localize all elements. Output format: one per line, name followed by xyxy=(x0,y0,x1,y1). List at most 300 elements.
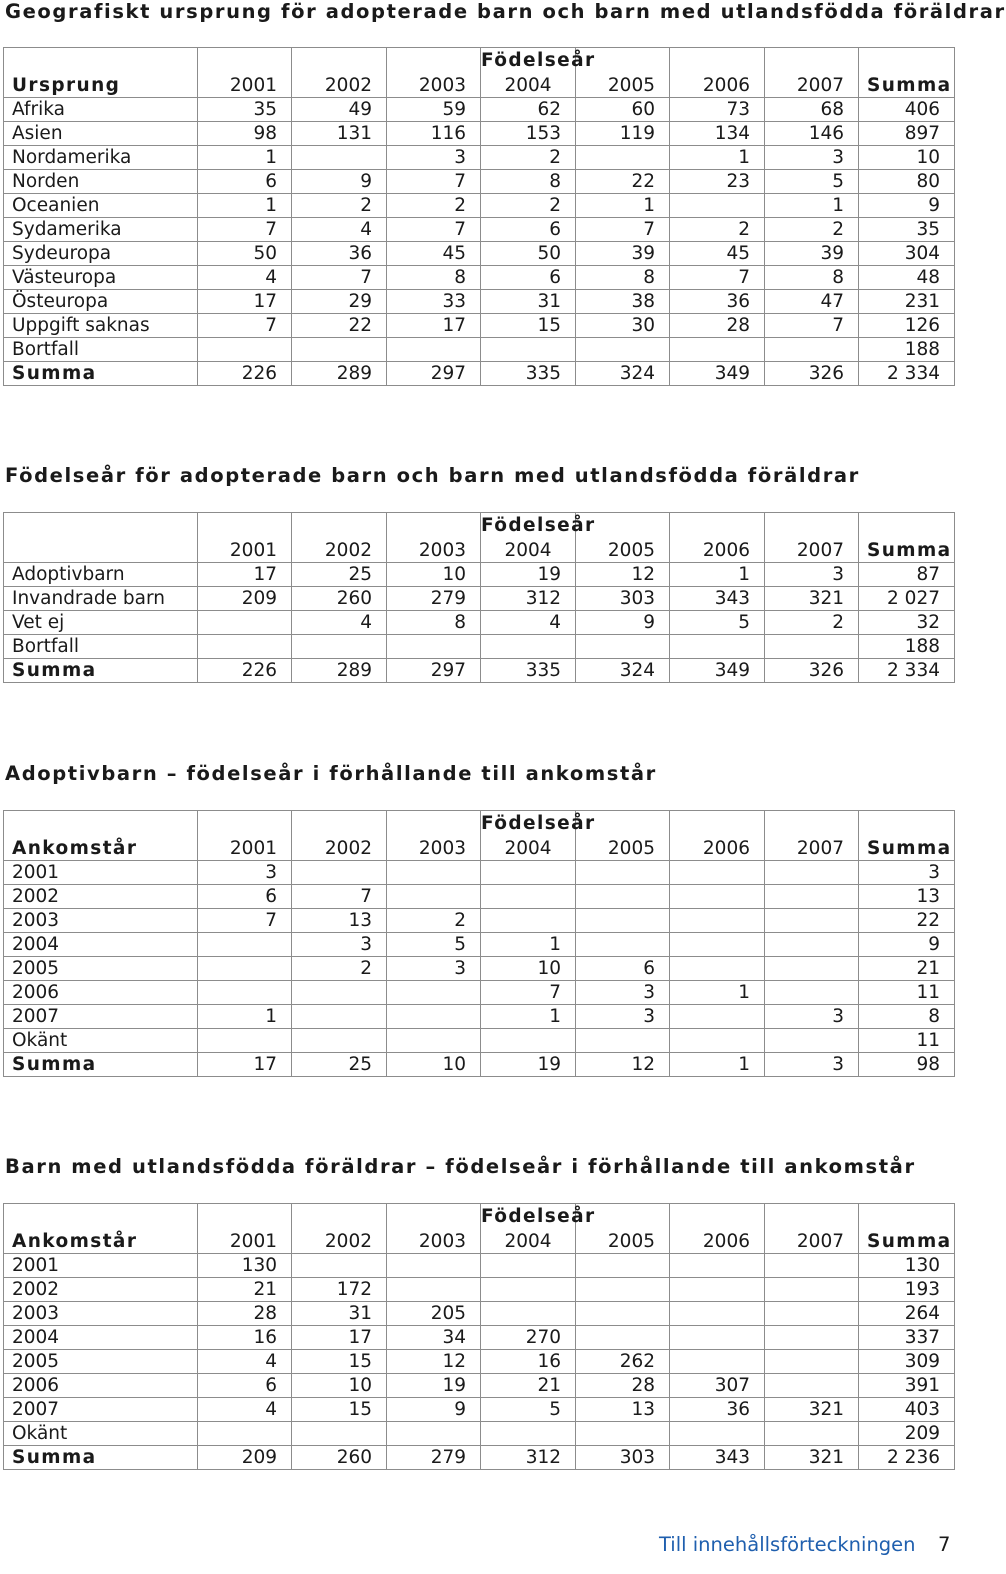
header-cell xyxy=(765,1204,859,1231)
row-label: Uppgift saknas xyxy=(4,314,198,338)
total-cell: 349 xyxy=(670,659,765,683)
table-cell: 1 xyxy=(576,194,670,218)
column-header: 2004 xyxy=(481,1230,576,1254)
table-cell: 3 xyxy=(765,563,859,587)
table-cell: 6 xyxy=(198,1374,292,1398)
table-cell xyxy=(576,933,670,957)
column-header: 2002 xyxy=(292,539,387,563)
table-cell: 28 xyxy=(198,1302,292,1326)
row-label: Norden xyxy=(4,170,198,194)
column-header: 2004 xyxy=(481,837,576,861)
column-header: 2006 xyxy=(670,1230,765,1254)
table-row xyxy=(4,611,955,635)
total-cell: 2 236 xyxy=(859,1446,955,1470)
table-cell: 16 xyxy=(481,1350,576,1374)
column-header: 2006 xyxy=(670,837,765,861)
table-cell: 5 xyxy=(387,933,481,957)
table-cell: 4 xyxy=(292,611,387,635)
table-cell: 1 xyxy=(670,563,765,587)
table-cell: 87 xyxy=(859,563,955,587)
table-cell: 337 xyxy=(859,1326,955,1350)
total-cell: 12 xyxy=(576,1053,670,1077)
table-cell: 262 xyxy=(576,1350,670,1374)
table-row xyxy=(4,242,955,266)
table-cell: 2 xyxy=(292,194,387,218)
table-cell xyxy=(481,885,576,909)
table-cell: 6 xyxy=(481,218,576,242)
table-cell: 7 xyxy=(387,218,481,242)
total-label: Summa xyxy=(4,1446,198,1470)
table-cell: 7 xyxy=(292,885,387,909)
table-cell: 3 xyxy=(576,981,670,1005)
table-cell xyxy=(292,146,387,170)
table-cell: 153 xyxy=(481,122,576,146)
total-row xyxy=(4,659,955,683)
table-cell xyxy=(670,1326,765,1350)
table-row xyxy=(4,194,955,218)
table-cell: 32 xyxy=(859,611,955,635)
row-label: Bortfall xyxy=(4,338,198,362)
table-cell: 270 xyxy=(481,1326,576,1350)
table-cell: 13 xyxy=(292,909,387,933)
table-cell: 2 xyxy=(765,611,859,635)
table-cell xyxy=(576,1254,670,1278)
total-cell: 297 xyxy=(387,362,481,386)
total-row xyxy=(4,362,955,386)
table-cell: 304 xyxy=(859,242,955,266)
table-cell: 9 xyxy=(292,170,387,194)
header-cell xyxy=(859,513,955,540)
column-header: Summa xyxy=(859,539,955,563)
table-row xyxy=(4,957,955,981)
table-cell: 312 xyxy=(481,587,576,611)
table-cell xyxy=(670,1278,765,1302)
table-cell: 73 xyxy=(670,98,765,122)
table-cell xyxy=(576,885,670,909)
table-cell xyxy=(765,885,859,909)
table-cell xyxy=(198,611,292,635)
table-cell: 4 xyxy=(481,611,576,635)
header-cell xyxy=(859,811,955,838)
table-cell: 38 xyxy=(576,290,670,314)
table-cell: 309 xyxy=(859,1350,955,1374)
total-cell: 260 xyxy=(292,1446,387,1470)
table-cell: 321 xyxy=(765,1398,859,1422)
table-cell: 209 xyxy=(198,587,292,611)
table-cell xyxy=(198,981,292,1005)
table-cell xyxy=(481,1278,576,1302)
header-cell xyxy=(859,48,955,75)
table-cell: 134 xyxy=(670,122,765,146)
table-cell xyxy=(198,957,292,981)
header-cell xyxy=(198,48,292,75)
table-row xyxy=(4,338,955,362)
table-cell xyxy=(576,909,670,933)
table-cell xyxy=(670,909,765,933)
table-cell xyxy=(198,635,292,659)
table-row xyxy=(4,122,955,146)
header-cell xyxy=(387,1204,481,1231)
table-cell xyxy=(576,1302,670,1326)
table-cell: 35 xyxy=(198,98,292,122)
table-row xyxy=(4,1326,955,1350)
table-cell xyxy=(387,1005,481,1029)
row-label: 2005 xyxy=(4,957,198,981)
total-row xyxy=(4,1053,955,1077)
table-cell xyxy=(387,885,481,909)
table-cell: 15 xyxy=(292,1398,387,1422)
total-label: Summa xyxy=(4,362,198,386)
table-cell: 7 xyxy=(198,314,292,338)
table-cell xyxy=(292,1254,387,1278)
table-row xyxy=(4,170,955,194)
column-header: 2001 xyxy=(198,837,292,861)
row-label: 2002 xyxy=(4,1278,198,1302)
row-label: 2001 xyxy=(4,861,198,885)
table-cell: 260 xyxy=(292,587,387,611)
table-cell: 15 xyxy=(292,1350,387,1374)
table-cell: 8 xyxy=(481,170,576,194)
table-cell: 3 xyxy=(765,146,859,170)
total-cell: 289 xyxy=(292,659,387,683)
table-cell: 50 xyxy=(198,242,292,266)
table-cell: 303 xyxy=(576,587,670,611)
header-cell xyxy=(387,48,481,75)
table-cell xyxy=(292,338,387,362)
row-label: Sydeuropa xyxy=(4,242,198,266)
table-cell xyxy=(387,861,481,885)
row-label: Asien xyxy=(4,122,198,146)
table-cell: 7 xyxy=(198,909,292,933)
row-header-label xyxy=(4,539,198,563)
table-cell: 126 xyxy=(859,314,955,338)
table-cell xyxy=(670,933,765,957)
table-cell xyxy=(198,1029,292,1053)
table-cell xyxy=(481,1254,576,1278)
total-cell: 326 xyxy=(765,362,859,386)
table-cell xyxy=(481,909,576,933)
column-header: 2003 xyxy=(387,837,481,861)
table-cell xyxy=(387,635,481,659)
table-cell xyxy=(481,861,576,885)
table-cell: 45 xyxy=(670,242,765,266)
table-cell xyxy=(765,1350,859,1374)
table-cell xyxy=(576,1278,670,1302)
table-cell: 31 xyxy=(481,290,576,314)
row-label: 2002 xyxy=(4,885,198,909)
table-cell xyxy=(576,1326,670,1350)
table-cell: 403 xyxy=(859,1398,955,1422)
total-label: Summa xyxy=(4,659,198,683)
header-cell xyxy=(387,513,481,540)
column-header: Summa xyxy=(859,74,955,98)
table-cell: 7 xyxy=(387,170,481,194)
table-cell: 7 xyxy=(292,266,387,290)
table-row xyxy=(4,290,955,314)
table-cell: 209 xyxy=(859,1422,955,1446)
table-title: Adoptivbarn – födelseår i förhållande till ankomstår xyxy=(5,762,657,785)
total-cell: 279 xyxy=(387,1446,481,1470)
table-title: Geografiskt ursprung för adopterade barn och barn med utlandsfödda föräldrar xyxy=(5,0,1006,23)
row-label: Okänt xyxy=(4,1422,198,1446)
header-row-birth-year xyxy=(4,48,955,75)
table-cell xyxy=(765,1302,859,1326)
table-row xyxy=(4,1398,955,1422)
table-row xyxy=(4,218,955,242)
table-cell: 17 xyxy=(198,563,292,587)
table-cell: 17 xyxy=(292,1326,387,1350)
table-cell: 1 xyxy=(765,194,859,218)
header-cell xyxy=(4,513,198,540)
table-cell xyxy=(387,338,481,362)
header-cell xyxy=(670,48,765,75)
column-header: 2007 xyxy=(765,837,859,861)
birth-year-table xyxy=(3,512,955,683)
table-cell xyxy=(387,1422,481,1446)
table-cell: 28 xyxy=(576,1374,670,1398)
table-cell: 13 xyxy=(859,885,955,909)
table-cell xyxy=(198,1422,292,1446)
header-cell xyxy=(198,1204,292,1231)
table-cell xyxy=(670,1422,765,1446)
table-cell: 3 xyxy=(387,957,481,981)
table-cell xyxy=(765,1422,859,1446)
table-cell: 2 027 xyxy=(859,587,955,611)
table-cell: 1 xyxy=(198,1005,292,1029)
table-cell: 8 xyxy=(387,611,481,635)
header-cell xyxy=(670,811,765,838)
header-cell xyxy=(765,48,859,75)
table-cell: 8 xyxy=(859,1005,955,1029)
row-label: 2003 xyxy=(4,1302,198,1326)
table-row xyxy=(4,1278,955,1302)
header-cell xyxy=(859,1204,955,1231)
table-cell xyxy=(670,1029,765,1053)
total-cell: 209 xyxy=(198,1446,292,1470)
table-cell: 23 xyxy=(670,170,765,194)
header-row-birth-year xyxy=(4,811,955,838)
table-cell: 116 xyxy=(387,122,481,146)
total-cell: 321 xyxy=(765,1446,859,1470)
row-header-label: Ankomstår xyxy=(4,1230,198,1254)
row-label: Sydamerika xyxy=(4,218,198,242)
total-cell: 326 xyxy=(765,659,859,683)
total-cell: 98 xyxy=(859,1053,955,1077)
row-label: 2003 xyxy=(4,909,198,933)
table-cell xyxy=(292,635,387,659)
table-cell: 22 xyxy=(292,314,387,338)
table-row xyxy=(4,885,955,909)
column-header: 2006 xyxy=(670,539,765,563)
table-cell: 1 xyxy=(481,933,576,957)
table-cell xyxy=(576,338,670,362)
header-cell xyxy=(292,811,387,838)
table-cell: 9 xyxy=(387,1398,481,1422)
column-header: Summa xyxy=(859,837,955,861)
column-header: 2001 xyxy=(198,74,292,98)
table-cell: 4 xyxy=(292,218,387,242)
table-row xyxy=(4,266,955,290)
birth-year-label: Födelseår xyxy=(481,811,576,838)
origin-table xyxy=(3,47,955,386)
table-cell: 343 xyxy=(670,587,765,611)
table-cell: 5 xyxy=(765,170,859,194)
table-cell: 47 xyxy=(765,290,859,314)
table-row xyxy=(4,981,955,1005)
table-cell: 45 xyxy=(387,242,481,266)
column-header: 2007 xyxy=(765,539,859,563)
table-cell: 7 xyxy=(765,314,859,338)
table-cell: 264 xyxy=(859,1302,955,1326)
header-cell xyxy=(387,811,481,838)
table-cell xyxy=(670,1254,765,1278)
table-cell: 7 xyxy=(670,266,765,290)
table-cell xyxy=(765,635,859,659)
column-header: 2005 xyxy=(576,539,670,563)
total-cell: 1 xyxy=(670,1053,765,1077)
table-cell: 8 xyxy=(576,266,670,290)
header-cell xyxy=(292,1204,387,1231)
table-cell: 130 xyxy=(198,1254,292,1278)
header-row-years xyxy=(4,74,955,98)
table-cell xyxy=(481,1422,576,1446)
table-row xyxy=(4,1005,955,1029)
table-cell: 406 xyxy=(859,98,955,122)
table-title: Födelseår för adopterade barn och barn med utlandsfödda föräldrar xyxy=(5,464,860,487)
row-label: 2007 xyxy=(4,1398,198,1422)
table-cell: 6 xyxy=(481,266,576,290)
table-cell: 188 xyxy=(859,635,955,659)
table-cell xyxy=(765,981,859,1005)
table-of-contents-link[interactable]: Till innehållsförteckningen xyxy=(659,1533,916,1556)
table-cell: 39 xyxy=(765,242,859,266)
table-cell xyxy=(765,1029,859,1053)
table-cell: 2 xyxy=(481,146,576,170)
table-cell: 130 xyxy=(859,1254,955,1278)
table-cell: 2 xyxy=(765,218,859,242)
table-cell: 6 xyxy=(198,170,292,194)
table-cell xyxy=(387,1029,481,1053)
table-cell: 146 xyxy=(765,122,859,146)
row-label: 2005 xyxy=(4,1350,198,1374)
header-cell xyxy=(292,513,387,540)
header-cell xyxy=(198,811,292,838)
table-row xyxy=(4,861,955,885)
table-cell: 39 xyxy=(576,242,670,266)
table-cell xyxy=(765,909,859,933)
table-cell: 28 xyxy=(670,314,765,338)
column-header: 2005 xyxy=(576,1230,670,1254)
table-cell: 22 xyxy=(576,170,670,194)
total-cell: 19 xyxy=(481,1053,576,1077)
table-cell: 4 xyxy=(198,266,292,290)
table-cell: 36 xyxy=(670,1398,765,1422)
total-row xyxy=(4,1446,955,1470)
table-cell xyxy=(387,1278,481,1302)
column-header: 2005 xyxy=(576,74,670,98)
table-cell xyxy=(481,1302,576,1326)
column-header: 2002 xyxy=(292,74,387,98)
table-cell xyxy=(576,1029,670,1053)
table-cell: 1 xyxy=(670,146,765,170)
total-cell: 343 xyxy=(670,1446,765,1470)
table-row xyxy=(4,933,955,957)
row-label: 2004 xyxy=(4,1326,198,1350)
adoptive-arrival-table xyxy=(3,810,955,1077)
table-cell: 62 xyxy=(481,98,576,122)
table-cell: 80 xyxy=(859,170,955,194)
table-cell: 36 xyxy=(292,242,387,266)
table-cell xyxy=(292,1029,387,1053)
table-cell: 3 xyxy=(859,861,955,885)
table-cell xyxy=(387,981,481,1005)
total-cell: 324 xyxy=(576,659,670,683)
table-cell: 5 xyxy=(481,1398,576,1422)
column-header: Summa xyxy=(859,1230,955,1254)
table-cell xyxy=(670,1302,765,1326)
table-cell xyxy=(670,194,765,218)
table-cell: 7 xyxy=(576,218,670,242)
table-cell: 49 xyxy=(292,98,387,122)
total-cell: 25 xyxy=(292,1053,387,1077)
table-row xyxy=(4,635,955,659)
table-cell: 119 xyxy=(576,122,670,146)
table-cell: 3 xyxy=(765,1005,859,1029)
table-cell xyxy=(765,1374,859,1398)
table-row xyxy=(4,314,955,338)
row-header-label: Ankomstår xyxy=(4,837,198,861)
total-cell: 335 xyxy=(481,362,576,386)
column-header: 2003 xyxy=(387,74,481,98)
table-cell: 10 xyxy=(387,563,481,587)
page-number: 7 xyxy=(938,1533,951,1556)
column-header: 2002 xyxy=(292,837,387,861)
table-cell: 2 xyxy=(670,218,765,242)
table-cell: 6 xyxy=(198,885,292,909)
table-row xyxy=(4,1422,955,1446)
total-label: Summa xyxy=(4,1053,198,1077)
row-label: Bortfall xyxy=(4,635,198,659)
row-label: 2004 xyxy=(4,933,198,957)
table-cell: 6 xyxy=(576,957,670,981)
table-cell xyxy=(670,957,765,981)
table-cell: 8 xyxy=(387,266,481,290)
total-cell: 335 xyxy=(481,659,576,683)
table-cell xyxy=(292,1422,387,1446)
header-row-years xyxy=(4,837,955,861)
table-cell: 19 xyxy=(481,563,576,587)
table-cell xyxy=(765,933,859,957)
column-header: 2001 xyxy=(198,1230,292,1254)
table-cell: 193 xyxy=(859,1278,955,1302)
header-cell xyxy=(670,513,765,540)
total-cell: 226 xyxy=(198,362,292,386)
column-header: 2007 xyxy=(765,74,859,98)
table-cell: 2 xyxy=(387,194,481,218)
row-label: 2001 xyxy=(4,1254,198,1278)
table-row xyxy=(4,1350,955,1374)
table-cell: 12 xyxy=(387,1350,481,1374)
column-header: 2003 xyxy=(387,1230,481,1254)
table-row xyxy=(4,563,955,587)
table-cell: 12 xyxy=(576,563,670,587)
total-cell: 289 xyxy=(292,362,387,386)
total-cell: 10 xyxy=(387,1053,481,1077)
table-cell: 1 xyxy=(481,1005,576,1029)
table-cell: 1 xyxy=(198,194,292,218)
table-cell: 2 xyxy=(292,957,387,981)
column-header: 2007 xyxy=(765,1230,859,1254)
